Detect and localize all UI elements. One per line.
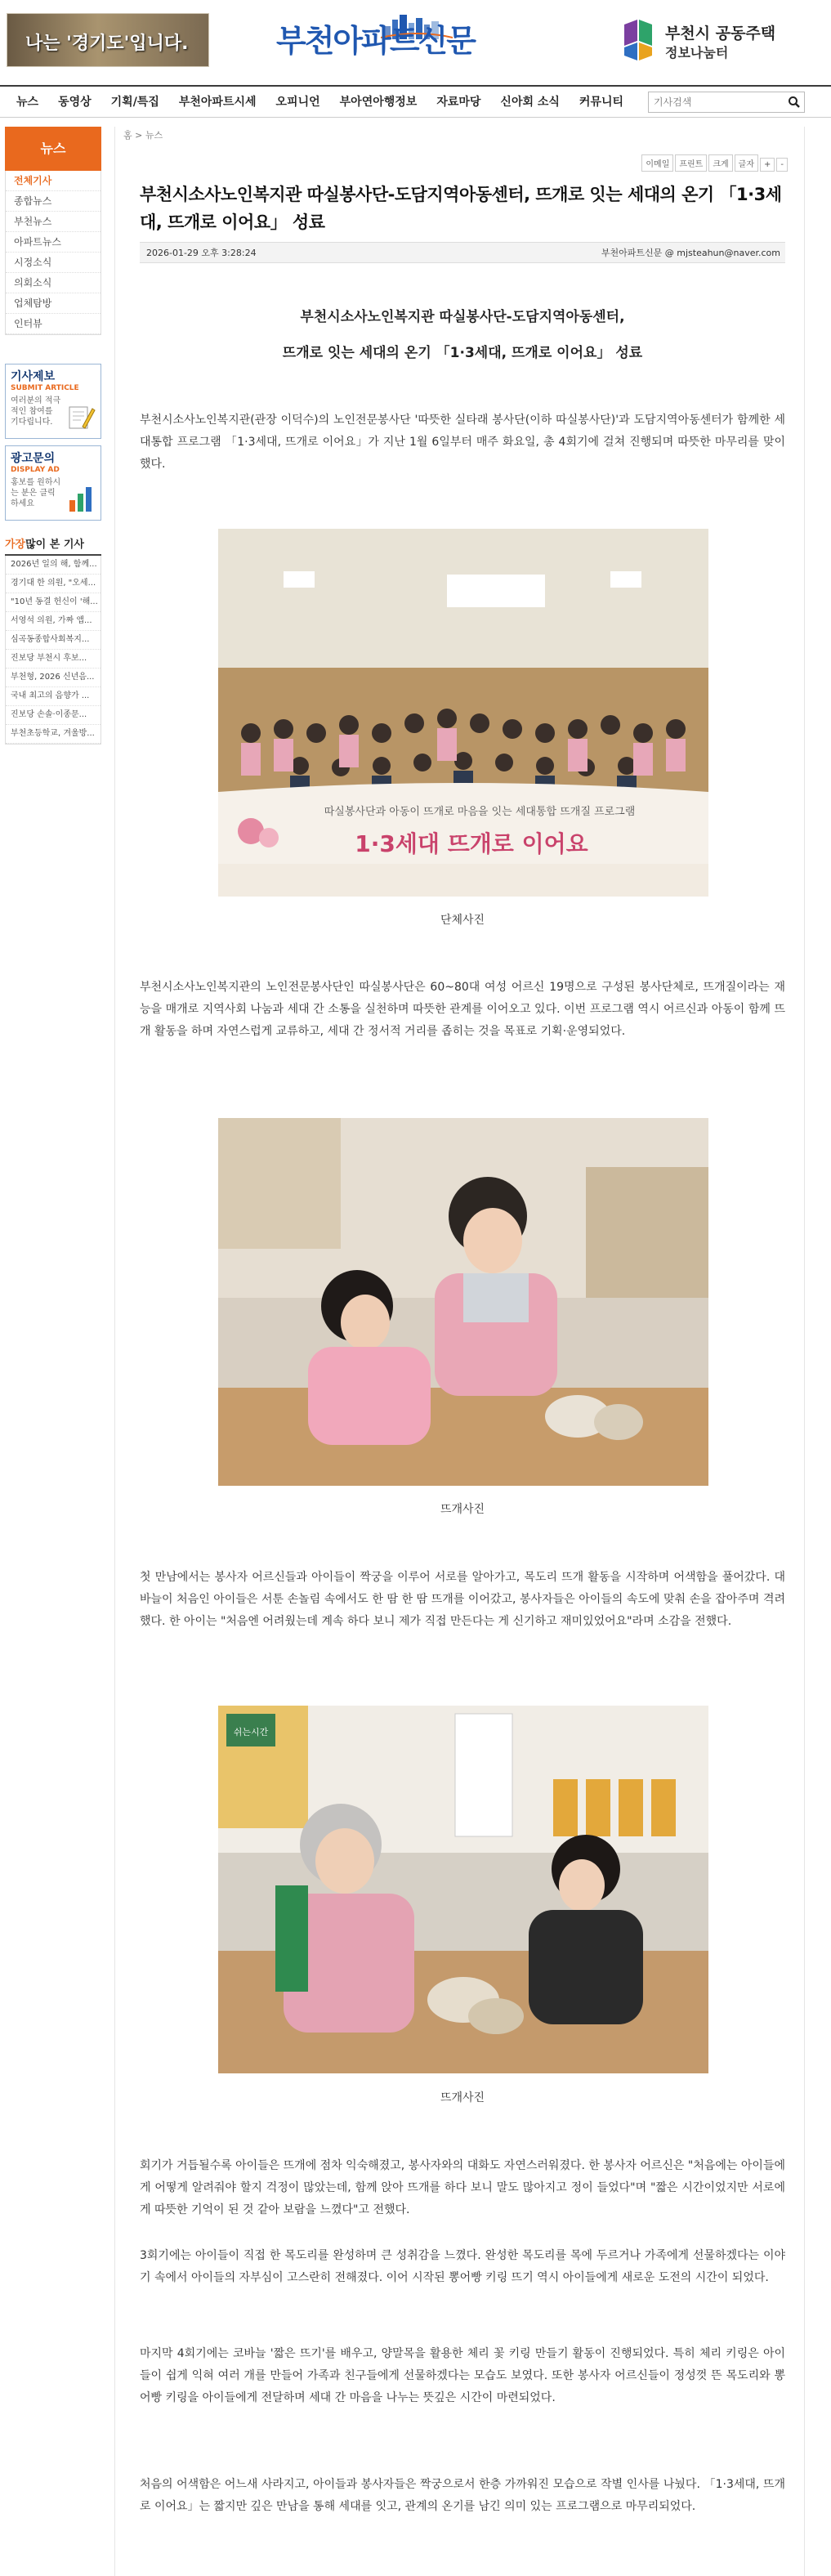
sidebar-item-0[interactable]: 전체기사 bbox=[6, 171, 101, 191]
ad-box[interactable] bbox=[5, 445, 101, 521]
nav-item-3[interactable]: 부천아파트시세 bbox=[178, 96, 257, 109]
font-minus-button[interactable]: - bbox=[776, 158, 788, 172]
popular-item-4[interactable]: 심곡동종합사회복지... bbox=[6, 631, 101, 650]
popular-item-8[interactable]: 진보당 손솔·이종문... bbox=[6, 706, 101, 725]
bucheon-logo-icon bbox=[621, 18, 655, 62]
report-box[interactable] bbox=[5, 364, 101, 439]
article-writer[interactable]: 부천아파트신문 @ mjsteahun@naver.com bbox=[601, 248, 780, 258]
knitting-photo-1 bbox=[218, 1118, 708, 1486]
search-input[interactable] bbox=[649, 92, 780, 112]
caption-3: 뜨개사진 bbox=[440, 2091, 485, 2104]
sidebar-item-7[interactable]: 인터뷰 bbox=[6, 314, 101, 334]
font-label: 글자 bbox=[735, 154, 758, 172]
banner-title: 1·3세대 뜨개로 이어요 bbox=[355, 830, 588, 857]
lead-line-2: 뜨개로 잇는 세대의 온기 「1·3세대, 뜨개로 이어요」 성료 bbox=[282, 345, 643, 361]
popular-item-0[interactable]: 2026년 일의 해, 함께... bbox=[6, 556, 101, 575]
sidebar-item-2[interactable]: 부천뉴스 bbox=[6, 212, 101, 232]
search-box bbox=[648, 92, 805, 113]
bucheon-banner-title: 부천시 공동주택 bbox=[665, 25, 776, 42]
caption-2: 뜨개사진 bbox=[440, 1503, 485, 1516]
paragraph-3: 첫 만남에서는 봉사자 어르신들과 아이들이 짝궁을 이루어 서로를 알아가고, 목도리 뜨개 활동을 시작하며 어색함을 풀어갔다. 대바늘이 처음인 아이들은 서툰 손놀림 속에서도 한 땀 한 땀 뜨개를 이어갔고, 봉사자들은 아이들의 속도에 맞춰 손을 잡아주며 격려했다. 한 아이는 "처음엔 어려웠는데 계속 하다 보니 제가 직접 만든다는 게 신기하고 재미있었어요"라며 소감을 전했다. bbox=[140, 1571, 785, 1628]
popular-item-7[interactable]: 국내 최고의 음향가 ... bbox=[6, 687, 101, 706]
popular-item-3[interactable]: 서영석 의원, 가짜 앱... bbox=[6, 612, 101, 631]
article-title: 부천시소사노인복지관 따실봉사단-도담지역아동센터, 뜨개로 잇는 세대의 온기 「1·3세대, 뜨개로 이어요」 성료 bbox=[140, 185, 782, 232]
ad-title: 광고문의 bbox=[11, 452, 56, 465]
popular-item-2[interactable]: "10년 동결 헌신이 '해... bbox=[6, 593, 101, 612]
bucheon-banner-sub: 정보나눔터 bbox=[665, 45, 729, 60]
sidebar-item-1[interactable]: 종합뉴스 bbox=[6, 191, 101, 212]
bar-chart-icon bbox=[66, 484, 96, 513]
site-header bbox=[0, 0, 831, 82]
site-logo[interactable] bbox=[276, 11, 546, 65]
main-nav bbox=[0, 85, 831, 118]
sidebar-item-6[interactable]: 업체탐방 bbox=[6, 293, 101, 314]
nav-item-2[interactable]: 기획/특집 bbox=[110, 96, 159, 109]
knitting-photo-2-image bbox=[218, 1706, 708, 2073]
paragraph-4: 회기가 거듭될수록 아이들은 뜨개에 점차 익숙해졌고, 봉사자와의 대화도 자연스러워졌다. 한 봉사자 어르신은 "처음에는 아이들에게 어떻게 알려줘야 할지 걱정이 많았는데, 함께 앉아 뜨개를 하다 보니 말도 많아지고 정이 들었다"며 "짧은 시간이었지만 서로에게 따뜻한 기억이 된 것 같아 보람을 느꼈다"고 전했다. bbox=[140, 2159, 785, 2216]
paragraph-7: 처음의 어색함은 어느새 사라지고, 아이들과 봉사자들은 짝궁으로서 한층 가까워진 모습으로 작별 인사를 나눴다. 「1·3세대, 뜨개로 이어요」는 짧지만 깊은 만남을 통해 세대를 잇고, 관계의 온기를 남긴 의미 있는 프로그램으로 마무리되었다. bbox=[140, 2478, 785, 2513]
report-title: 기사제보 bbox=[11, 370, 56, 383]
caption-1: 단체사진 bbox=[440, 914, 485, 927]
gyeonggi-banner[interactable] bbox=[7, 13, 209, 67]
ad-desc: 홍보를 원하시는 분은 클릭하세요 bbox=[11, 478, 61, 508]
article-date: 2026-01-29 오후 3:28:24 bbox=[146, 248, 257, 258]
font-plus-button[interactable]: + bbox=[760, 158, 775, 172]
search-icon[interactable] bbox=[788, 96, 801, 109]
nav-item-6[interactable]: 자료마당 bbox=[436, 96, 481, 109]
nav-item-4[interactable]: 오피니언 bbox=[275, 96, 320, 109]
paragraph-5: 3회기에는 아이들이 직접 한 목도리를 완성하며 큰 성취감을 느꼈다. 완성한 목도리를 목에 두르거나 가족에게 선물하겠다는 이야기 속에서 아이들의 자부심이 고스란히 전해졌다. 이어 시작된 뽕어빵 키링 뜨기 역시 아이들에게 새로운 도전의 시간이 되었다. bbox=[140, 2249, 785, 2284]
nav-item-7[interactable]: 신아회 소식 bbox=[500, 96, 560, 109]
bucheon-housing-banner[interactable] bbox=[621, 16, 801, 65]
group-photo bbox=[218, 529, 708, 897]
paragraph-1: 부천시소사노인복지관(관장 이덕수)의 노인전문봉사단 '따뜻한 실타래 봉사단(이하 따실봉사단)'과 도담지역아동센터가 함께한 세대통합 프로그램 「1·3세대, 뜨개로 이어요」가 지난 1월 6일부터 매주 화요일, 총 4회기에 걸쳐 진행되며 따뜻한 마무리를 맞이했다. bbox=[140, 414, 785, 471]
popular-title-accent: 가장 bbox=[5, 539, 26, 551]
nav-item-1[interactable]: 동영상 bbox=[58, 96, 92, 109]
lead-line-1: 부천시소사노인복지관 따실봉사단-도담지역아동센터, bbox=[300, 309, 625, 325]
popular-item-1[interactable]: 경기대 한 의원, "오세... bbox=[6, 575, 101, 593]
sidebar-item-5[interactable]: 의회소식 bbox=[6, 273, 101, 293]
report-sub: SUBMIT ARTICLE bbox=[11, 384, 79, 392]
popular-articles bbox=[5, 535, 101, 745]
email-button[interactable]: 이메일 bbox=[641, 154, 673, 172]
ad-sub: DISPLAY AD bbox=[11, 466, 60, 474]
group-photo-image bbox=[218, 529, 708, 897]
report-desc: 여러분의 적극적인 참여를 기다립니다. bbox=[11, 396, 61, 427]
sidebar-item-3[interactable]: 아파트뉴스 bbox=[6, 232, 101, 253]
popular-item-5[interactable]: 진보당 부천시 후보... bbox=[6, 650, 101, 669]
nav-item-8[interactable]: 커뮤니티 bbox=[579, 96, 624, 109]
nav-item-5[interactable]: 부아연아행정보 bbox=[339, 96, 418, 109]
pencil-paper-icon bbox=[66, 402, 96, 432]
knitting-photo-1-image bbox=[218, 1118, 708, 1486]
article-tools bbox=[640, 154, 788, 171]
paragraph-2: 부천시소사노인복지관의 노인전문봉사단인 따실봉사단은 60~80대 여성 어르신 19명으로 구성된 봉사단체로, 뜨개질이라는 재능을 매개로 지역사회 나눔과 세대 간 소통을 실천하며 따뜻한 관계를 이어오고 있다. 이번 프로그램 역시 어르신과 아동이 함께 뜨개 활동을 하며 자연스럽게 교류하고, 세대 간 정서적 거리를 좁히는 것을 목표로 기획·운영되었다. bbox=[140, 981, 785, 1038]
print-button[interactable]: 프린트 bbox=[675, 154, 707, 172]
site-logo-text: 부천아파트신문 bbox=[276, 23, 475, 59]
popular-title bbox=[5, 535, 101, 556]
article-area bbox=[114, 127, 805, 2576]
popular-item-9[interactable]: 부천초등학교, 겨울방... bbox=[6, 725, 101, 744]
paragraph-6: 마지막 4회기에는 코바늘 '짧은 뜨기'를 배우고, 양말목을 활용한 체리 꽃 키링 만들기 활동이 진행되었다. 특히 체리 키링은 아이들이 쉽게 익혀 여러 개를 만들어 가족과 친구들에게 선물하겠다는 모습도 보였다. 또한 봉사자 어르신들이 정성껏 뜬 목도리와 뽕어빵 키링을 아이들에게 전달하며 세대 간 마음을 나누는 뜻깊은 시간이 마련되었다. bbox=[140, 2347, 785, 2404]
knitting-photo-2 bbox=[218, 1706, 708, 2073]
gyeonggi-banner-text: 나는 '경기도'입니다. bbox=[25, 34, 189, 54]
banner-subtitle: 따실봉사단과 아동이 뜨개로 마음을 잇는 세대통합 뜨개질 프로그램 bbox=[324, 806, 636, 818]
breadcrumb: 홈 > 뉴스 bbox=[123, 130, 163, 141]
sidebar-head: 뉴스 bbox=[5, 127, 101, 171]
popular-title-rest: 많이 본 기사 bbox=[25, 539, 84, 551]
sidebar-item-4[interactable]: 시정소식 bbox=[6, 253, 101, 273]
sign-text: 쉬는시간 bbox=[233, 1727, 269, 1737]
nav-item-0[interactable]: 뉴스 bbox=[16, 96, 39, 109]
popular-item-6[interactable]: 부천형, 2026 신년음... bbox=[6, 669, 101, 687]
left-sidebar-menu bbox=[5, 127, 101, 335]
article-meta bbox=[140, 242, 785, 263]
enlarge-button[interactable]: 크게 bbox=[708, 154, 732, 172]
